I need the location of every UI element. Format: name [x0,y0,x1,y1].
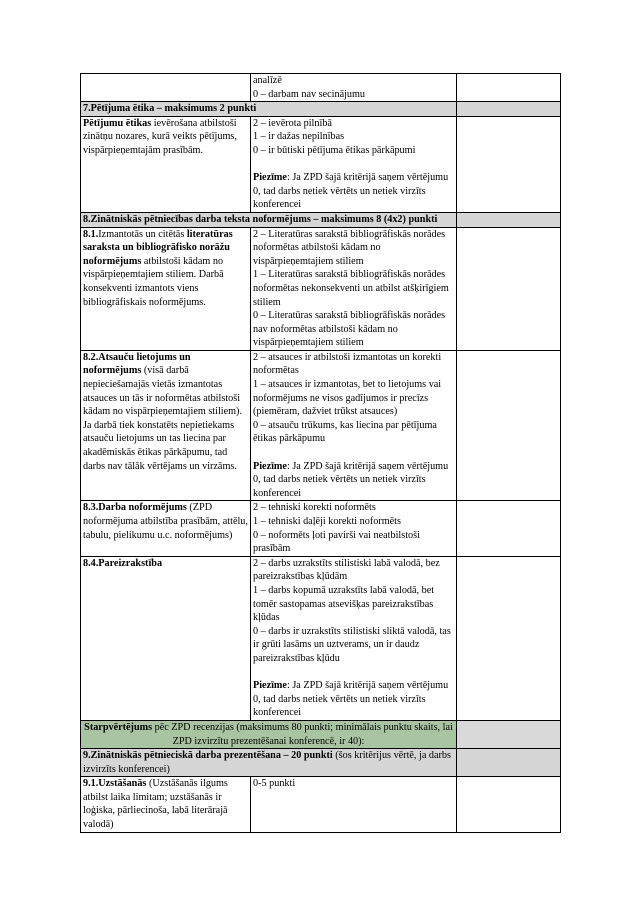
criterion-description [81,116,251,212]
score-cell [457,227,561,350]
evaluation-table [80,73,561,833]
score-cell-shaded [457,102,561,117]
criteria-line: 2 – tehniski korekti noformēts [253,502,376,514]
criteria-line: analīzē [253,75,282,86]
criterion-title: Pētījumu ētikas [83,117,152,129]
score-cell [457,777,561,832]
criterion-description [81,556,251,720]
score-cell [457,556,561,720]
score-cell-shaded [457,749,561,777]
section-title [81,749,457,777]
criteria-line: 2 – Literatūras sarakstā bibliogrāfiskās norādes noformētas atbilstoši kādam no vispārpieņemtajiem stiliem [253,228,446,267]
criteria-line: 0 – atsauču trūkums, kas liecina par pētījuma ētikas pārkāpumu [253,419,437,445]
criteria-line: 2 – atsauces ir atbilstoši izmantotas un korekti noformētas [253,351,442,377]
criteria-cell [251,227,457,350]
criterion-title: 9.1.Uzstāšanās [83,778,147,790]
score-cell [457,350,561,501]
intermediate-score-label [81,720,457,748]
criteria-cell [251,556,457,720]
criterion-description [81,501,251,556]
criteria-line: 0 – ir būtiski pētījuma ētikas pārkāpumi [253,144,416,156]
note-label: Piezīme [253,460,287,472]
note [253,460,454,501]
criteria-cell [251,116,457,212]
criterion-text: (Uzstāšanās ilgums atbilst laika limitam; uzstāšanās ir loģiska, pārliecinoša, labā literārajā valodā) [83,778,228,831]
intermediate-score-title: Starpvērtējums [84,721,153,733]
note-label: Piezīme [253,172,287,184]
row-8-4 [81,556,561,720]
row-7 [81,116,561,212]
score-cell-shaded [457,212,561,227]
criteria-cell [251,350,457,501]
section-title: 7.Pētījuma ētika – maksimums 2 punkti [81,102,457,117]
note-text: : Ja ZPD šajā kritērijā saņem vērtējumu 0, tad darbs netiek vērtēts un netiek virzīts konferencei [253,172,449,211]
note [253,171,454,212]
score-cell [457,501,561,556]
criteria-cell [251,777,457,832]
intermediate-score-row [81,720,561,748]
section-header-9 [81,749,561,777]
criteria-line: 2 – ievērota pilnībā [253,117,332,129]
cell-empty [81,74,251,102]
note-text: : Ja ZPD šajā kritērijā saņem vērtējumu 0, tad darbs netiek vērtēts un netiek virzīts konferencei [253,460,449,499]
section-title-text: (šos kritērijus vērtē, ja darbs izvirzīts konferencei) [83,750,451,775]
criteria-line: 1 – tehniski daļēji korekti noformēts [253,516,401,527]
criteria-line: 0-5 punkti [253,778,296,790]
criterion-title: 8.2.Atsauču lietojums un noformējums [83,351,191,377]
section-title-bold: 9.Zinātniskās pētnieciskā darba prezentēšana – 20 punkti [83,750,333,762]
criteria-line: 2 – darbs uzrakstīts stilistiski labā valodā, bez pareizrakstības kļūdām [253,557,440,583]
criteria-line: 0 – darbam nav secinājumu [253,88,366,100]
criterion-title: 8.3.Darba noformējums [83,502,187,514]
note [253,679,454,720]
section-header-8 [81,212,561,227]
criteria-line: 1 – darbs kopumā uzrakstīts labā valodā, bet tomēr sastopamas atsevišķas pareizrakstības kļūdas [253,584,435,624]
note-text: : Ja ZPD šajā kritērijā saņem vērtējumu 0, tad darbs netiek vērtēts un netiek virzīts konferencei [253,680,449,719]
criterion-title: literatūras saraksta un bibliogrāfisko norāžu noformējums [83,228,233,267]
intermediate-score-text: pēc ZPD recenzijas (maksimums 80 punkti; minimālais punktu skaits, lai ZPD izvirzītu prezentēšanai konferencē, ir 40): [152,721,453,747]
criteria-line: 0 – noformēts ļoti pavirši vai neatbilstoši prasībām [253,529,420,555]
criterion-description [81,777,251,832]
criteria-cell [251,74,457,102]
criteria-cell [251,501,457,556]
row-8-2 [81,350,561,501]
criterion-text: atbilstoši kādam no vispārpieņemtajiem stiliem. Darbā konsekventi izmantots viens bibliogrāfiskais noformējums. [83,255,224,308]
score-cell [457,74,561,102]
row-8-1 [81,227,561,350]
criterion-title: 8.4.Pareizrakstība [83,557,163,569]
note-label: Piezīme [253,680,287,692]
section-title: 8.Zinātniskās pētniecības darba teksta noformējums – maksimums 8 (4x2) punkti [81,212,457,227]
criterion-text: (visā darbā nepieciešamajās vietās izmantotas atsauces un tās ir noformētas atbilstoši kādam no vispārpieņemtajiem stiliem). Ja darbā tiek konstatēts nepietiekams atsauču lietojums un tas liecina par akadēmiskās ētikas pārkāpumu, tad darbs nav tālāk vērtējams un virzāms. [83,365,242,472]
criterion-text: (ZPD noformējuma atbilstība prasībām, attēlu, tabulu, pielikumu u.c. noformējums) [83,502,248,541]
score-cell [457,116,561,212]
score-cell-shaded [457,720,561,748]
criterion-description [81,350,251,501]
criteria-line: 0 – darbs ir uzrakstīts stilistiski sliktā valodā, tas ir grūti lasāms un uztverams, un ir daudz pareizrakstības kļūdu [253,625,451,664]
criterion-text: ievērošana atbilstoši zinātņu nozares, kurā veikts pētījums, vispārpieņemtajām prasībām. [83,117,237,156]
criterion-description [81,227,251,350]
criteria-line: 0 – Literatūras sarakstā bibliogrāfiskās norādes nav noformētas atbilstoši kādam no vispārpieņemtajiem stiliem [253,310,446,349]
criteria-line: 1 – atsauces ir izmantotas, bet to lietojums vai noformējums ne visos gadījumos ir precīzs (piemēram, dažviet trūkst atsauces) [253,379,442,418]
row-9-1 [81,777,561,832]
criteria-line: 1 – Literatūras sarakstā bibliogrāfiskās norādes noformētas nekonsekventi un atbilst atšķirīgiem stiliem [253,269,449,308]
row-8-3 [81,501,561,556]
criterion-number: 8.1. [83,228,99,240]
row-continuation [81,74,561,102]
section-header-7 [81,102,561,117]
criterion-text: Izmantotās un citētās [98,228,187,240]
criteria-line: 1 – ir dažas nepilnības [253,131,345,143]
